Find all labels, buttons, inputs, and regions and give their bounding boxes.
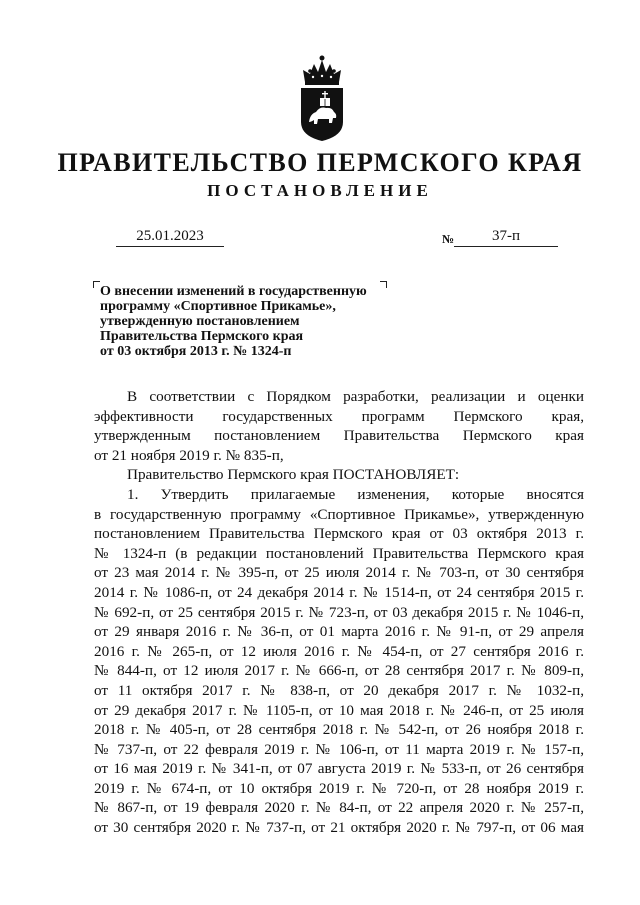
- subject-line: программу «Спортивное Прикамье»,: [100, 299, 336, 314]
- subject-line: О внесении изменений в государственную: [100, 284, 367, 299]
- document-subject: [100, 284, 420, 359]
- body-line: от 21 ноября 2019 г. № 835-п,: [94, 446, 284, 464]
- document-number: 37-п: [454, 228, 558, 247]
- subject-line: утвержденную постановлением: [100, 314, 300, 329]
- body-line: № 867-п, от 19 февраля 2020 г. № 84-п, от 22 апреля 2020 г. № 257-п,: [94, 799, 584, 817]
- perm-krai-coat-of-arms-icon: [296, 52, 348, 142]
- body-line: № 1324-п (в редакции постановлений Правительства Пермского края: [94, 544, 584, 562]
- document-type: ПОСТАНОВЛЕНИЕ: [207, 181, 433, 200]
- body-line: от 16 мая 2019 г. № 341-п, от 07 августа 2019 г. № 533-п, от 26 сентября: [94, 760, 584, 778]
- document-body: [94, 387, 584, 838]
- document-date: 25.01.2023: [116, 228, 224, 247]
- subject-bracket-left: [93, 281, 100, 288]
- body-line: 2018 г. № 405-п, от 28 сентября 2018 г. № 542-п, от 26 ноября 2018 г.: [94, 721, 584, 739]
- body-line: 2019 г. № 674-п, от 10 октября 2019 г. № 720-п, от 28 ноября 2019 г.: [94, 779, 584, 797]
- body-line: 1. Утвердить прилагаемые изменения, которые вносятся: [127, 485, 584, 503]
- body-line: в государственную программу «Спортивное Прикамье», утвержденную: [94, 505, 584, 523]
- body-line: № 844-п, от 12 июля 2017 г. № 666-п, от 28 сентября 2017 г. № 809-п,: [94, 662, 584, 680]
- body-line: № 737-п, от 22 февраля 2019 г. № 106-п, от 11 марта 2019 г. № 157-п,: [94, 740, 584, 758]
- body-line: постановлением Правительства Пермского края от 03 октября 2013 г.: [94, 525, 584, 543]
- body-line: 2014 г. № 1086-п, от 24 декабря 2014 г. № 1514-п, от 24 сентября 2015 г.: [94, 583, 584, 601]
- subject-line: Правительства Пермского края: [100, 329, 304, 344]
- body-line: от 29 января 2016 г. № 36-п, от 01 марта 2016 г. № 91-п, от 29 апреля: [94, 623, 584, 641]
- body-line: эффективности государственных программ Пермского края,: [94, 407, 584, 425]
- body-line: Правительство Пермского края ПОСТАНОВЛЯЕТ:: [127, 466, 460, 484]
- body-line: от 23 мая 2014 г. № 395-п, от 25 июля 2014 г. № 703-п, от 30 сентября: [94, 564, 584, 582]
- subject-line: от 03 октября 2013 г. № 1324-п: [100, 344, 292, 359]
- body-line: 2016 г. № 265-п, от 12 июля 2016 г. № 454-п, от 27 сентября 2016 г.: [94, 642, 584, 660]
- body-line: от 30 сентября 2020 г. № 737-п, от 21 октября 2020 г. № 797-п, от 06 мая: [94, 819, 584, 837]
- body-line: утвержденным постановлением Правительства Пермского края: [94, 427, 584, 445]
- body-line: от 11 октября 2017 г. № 838-п, от 20 декабря 2017 г. № 1032-п,: [94, 681, 584, 699]
- body-line: № 692-п, от 25 сентября 2015 г. № 723-п, от 03 декабря 2015 г. № 1046-п,: [94, 603, 584, 621]
- government-title: ПРАВИТЕЛЬСТВО ПЕРМСКОГО КРАЯ: [57, 148, 583, 177]
- body-line: от 29 декабря 2017 г. № 1105-п, от 10 мая 2018 г. № 246-п, от 25 июля: [94, 701, 584, 719]
- number-sign: №: [442, 232, 455, 246]
- body-line: В соответствии с Порядком разработки, реализации и оценки: [127, 388, 584, 405]
